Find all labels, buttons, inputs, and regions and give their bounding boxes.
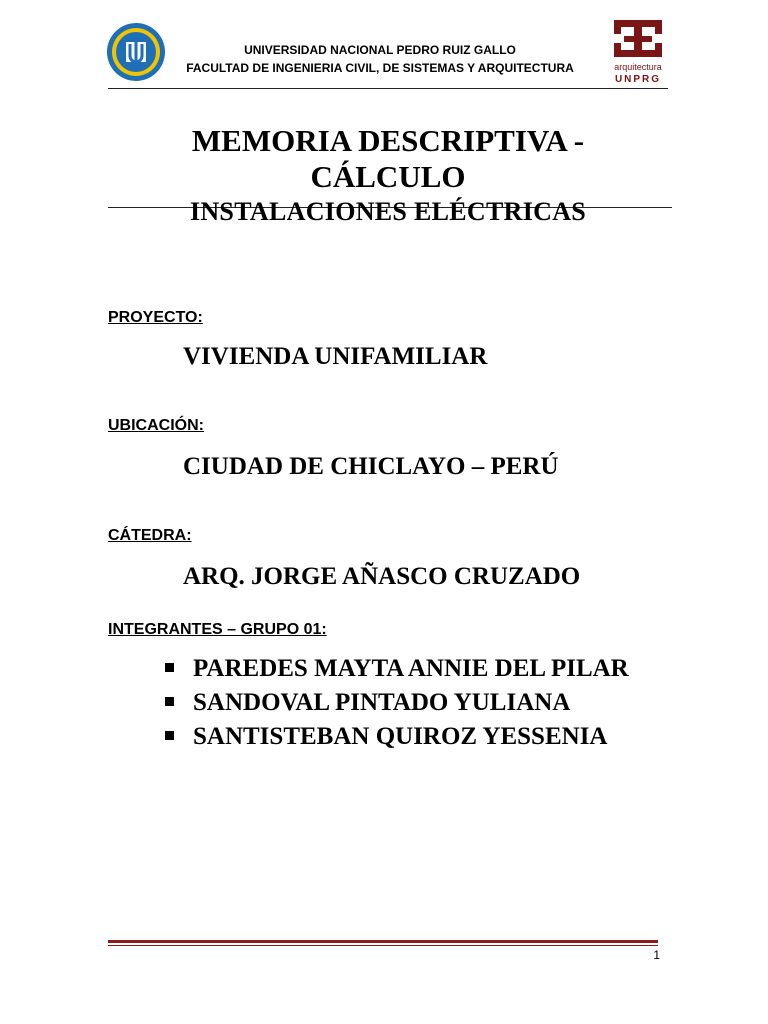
logo-right-acronym: UNPRG (614, 74, 662, 85)
square-bullet-icon (165, 652, 193, 672)
project-value: VIVIENDA UNIFAMILIAR (183, 343, 488, 370)
document-title (108, 123, 668, 195)
location-label: UBICACIÓN: (108, 417, 204, 434)
header-divider (108, 88, 668, 89)
member-name: SANTISTEBAN QUIROZ YESSENIA (193, 723, 608, 750)
faculty-name: FACULTAD DE INGENIERIA CIVIL, DE SISTEMAS Y ARQUITECTURA (186, 61, 574, 75)
location-value: CIUDAD DE CHICLAYO – PERÚ (183, 453, 559, 480)
list-item (165, 720, 645, 754)
square-bullet-icon (165, 720, 193, 740)
member-name: PAREDES MAYTA ANNIE DEL PILAR (193, 655, 629, 682)
square-bullet-icon (165, 686, 193, 706)
arquitectura-unprg-logo (610, 18, 666, 88)
logo-right-label: arquitectura (614, 62, 662, 72)
members-list (165, 652, 645, 754)
member-name: SANDOVAL PINTADO YULIANA (193, 689, 571, 716)
header-text (180, 41, 580, 77)
title-line-2: CÁLCULO (310, 159, 466, 194)
university-seal-logo (106, 22, 166, 82)
title-line-1: MEMORIA DESCRIPTIVA - (191, 123, 585, 158)
chair-value: ARQ. JORGE AÑASCO CRUZADO (183, 563, 581, 590)
page-number: 1 (653, 948, 660, 962)
project-label: PROYECTO: (108, 309, 203, 326)
footer-divider-thick (108, 940, 658, 943)
document-subtitle: INSTALACIONES ELÉCTRICAS (189, 197, 587, 226)
list-item (165, 686, 645, 720)
list-item (165, 652, 645, 686)
chair-label: CÁTEDRA: (108, 527, 192, 544)
university-name: UNIVERSIDAD NACIONAL PEDRO RUIZ GALLO (244, 43, 516, 57)
footer-divider-thin (108, 945, 658, 946)
members-label: INTEGRANTES – GRUPO 01: (108, 621, 327, 638)
